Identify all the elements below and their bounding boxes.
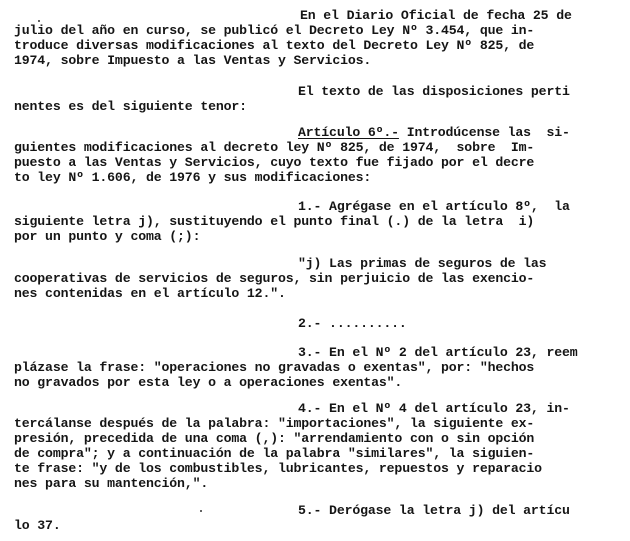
scan-speck	[38, 20, 40, 22]
articulo-line-4: to ley Nº 1.606, de 1976 y sus modificaciones:	[14, 170, 372, 185]
item4-line-1: 4.- En el Nº 4 del artículo 23, in-	[298, 401, 570, 416]
item3-line-1: 3.- En el Nº 2 del artículo 23, reem	[298, 345, 578, 360]
intro-line-3: troduce diversas modificaciones al texto del Decreto Ley Nº 825, de	[14, 38, 535, 53]
quote-line-3: nes contenidas en el artículo 12.".	[14, 286, 286, 301]
item1-line-1: 1.- Agrégase en el artículo 8º, la	[298, 199, 570, 214]
intro-line-2: julio del año en curso, se publicó el Decreto Ley Nº 3.454, que in-	[14, 23, 535, 38]
articulo-line-1-rest: Introdúcense las si-	[398, 125, 570, 140]
item4-line-6: nes para su mantención,".	[14, 476, 209, 491]
item1-line-2: siguiente letra j), sustituyendo el punto final (.) de la letra i)	[14, 214, 535, 229]
item2-line: 2.- ..........	[298, 316, 407, 331]
item5-line-1: 5.- Derógase la letra j) del artícu	[298, 503, 570, 518]
item4-line-3: presión, precedida de una coma (,): "arrendamiento con o sin opción	[14, 431, 535, 446]
item5-line-2: lo 37.	[14, 518, 61, 533]
item3-line-2: plázase la frase: "operaciones no gravadas o exentas", por: "hechos	[14, 360, 535, 375]
scan-speck	[200, 510, 202, 512]
intro-line-4: 1974, sobre Impuesto a las Ventas y Servicios.	[14, 53, 372, 68]
item4-line-2: tercálanse después de la palabra: "importaciones", la siguiente ex-	[14, 416, 535, 431]
quote-line-2: cooperativas de servicios de seguros, sin perjuicio de las exencio-	[14, 271, 535, 286]
articulo-line-3: puesto a las Ventas y Servicios, cuyo texto fue fijado por el decre	[14, 155, 535, 170]
tenor-line-1-text: El texto de las disposiciones perti	[298, 84, 570, 99]
item1-line-3: por un punto y coma (;):	[14, 229, 201, 244]
item4-line-4: de compra"; y a continuación de la palabra "similares", la siguien-	[14, 446, 535, 461]
item4-line-5: te frase: "y de los combustibles, lubricantes, repuestos y reparacio	[14, 461, 542, 476]
intro-line-1: En el Diario Oficial de fecha 25 de	[300, 8, 572, 23]
articulo-line-2: guientes modificaciones al decreto ley Nº 825, de 1974, sobre Im-	[14, 140, 535, 155]
articulo-heading: Artículo 6º.-	[298, 125, 399, 140]
quote-line-1: "j) Las primas de seguros de las	[298, 256, 547, 271]
articulo-line-1	[298, 125, 570, 140]
tenor-line-2: nentes es del siguiente tenor:	[14, 99, 247, 114]
item3-line-3: no gravados por esta ley o a operaciones exentas".	[14, 375, 403, 390]
tenor-line-1	[298, 84, 570, 99]
